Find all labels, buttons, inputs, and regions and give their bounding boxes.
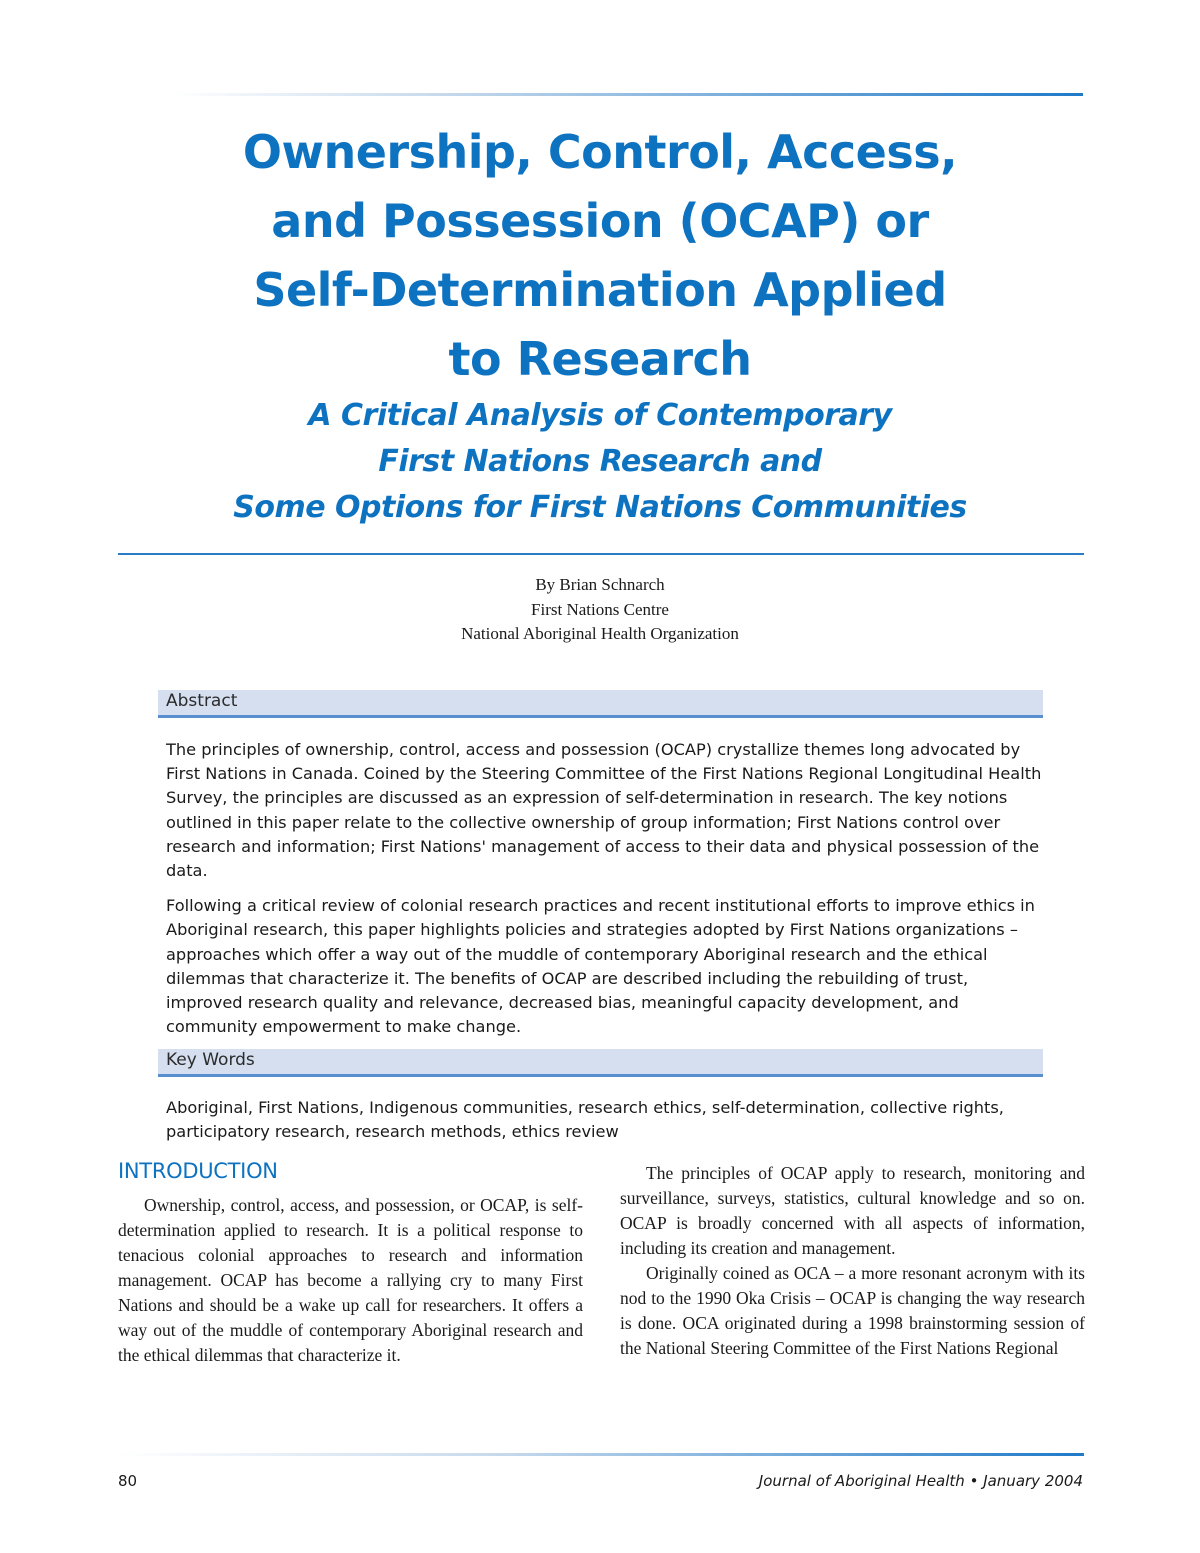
title-line: Self-Determination Applied: [253, 263, 947, 317]
journal-citation: Journal of Aboriginal Health • January 2004: [758, 1472, 1083, 1490]
introduction-heading: INTRODUCTION: [118, 1159, 278, 1183]
author-name: By Brian Schnarch: [535, 575, 665, 594]
author-affiliation: First Nations Centre: [531, 599, 669, 619]
footer-rule: [118, 1453, 1084, 1456]
title-divider: [118, 553, 1084, 555]
title-line: and Possession (OCAP) or: [271, 194, 929, 248]
abstract-paragraph: Following a critical review of colonial research practices and recent institutional efforts to improve ethics in Aboriginal research, this paper highlights policies and strategies adopted by First Nations organizations – approaches which offer a way out of the muddle of contemporary Aboriginal research and the ethical dilemmas that characterize it. The benefits of OCAP are described including the rebuilding of trust, improved research quality and relevance, decreased bias, meaningful capacity development, and community empowerment to make change.: [166, 896, 1035, 1037]
keywords-heading-bar: [158, 1049, 1043, 1077]
article-title: [110, 118, 1090, 394]
keywords-heading: Key Words: [166, 1050, 255, 1070]
page-number: 80: [118, 1472, 138, 1490]
right-column: [620, 1161, 1085, 1361]
body-paragraph: Originally coined as OCA – a more resonant acronym with its nod to the 1990 Oka Crisis – OCAP is changing the way research is done. OCA originated during a 1998 brainstorming session of the National Steering Committee of the First Nations Regional: [620, 1263, 1085, 1358]
body-paragraph: The principles of OCAP apply to research, monitoring and surveillance, surveys, statistics, cultural knowledge and so on. OCAP is broadly concerned with all aspects of information, including its creation and management.: [620, 1163, 1085, 1258]
author-organization: National Aboriginal Health Organization: [461, 624, 739, 643]
title-line: to Research: [448, 332, 752, 386]
abstract-heading-bar: [158, 690, 1043, 718]
article-subtitle: [110, 393, 1090, 531]
subtitle-line: Some Options for First Nations Communities: [233, 490, 967, 525]
left-column: [118, 1193, 583, 1368]
abstract-paragraph: The principles of ownership, control, access and possession (OCAP) crystallize themes long advocated by First Nations in Canada. Coined by the Steering Committee of the First Nations Regional Longitudinal Health Survey, the principles are discussed as an expression of self-determination in research. The key notions outlined in this paper relate to the collective ownership of group information; First Nations control over research and information; First Nations' management of access to their data and physical possession of the data.: [166, 740, 1042, 881]
top-rule: [170, 93, 1083, 96]
abstract-heading: Abstract: [166, 691, 238, 711]
abstract-body: [166, 738, 1046, 1050]
subtitle-line: A Critical Analysis of Contemporary: [308, 398, 892, 433]
subtitle-line: First Nations Research and: [378, 444, 822, 479]
title-line: Ownership, Control, Access,: [242, 125, 958, 179]
byline: [300, 573, 900, 647]
body-paragraph: Ownership, control, access, and possession, or OCAP, is self-determination applied to research. It is a political response to tenacious colonial approaches to research and information management. OCAP has become a rallying cry to many First Nations and should be a wake up call for researchers. It offers a way out of the muddle of contemporary Aboriginal research and the ethical dilemmas that characterize it.: [118, 1195, 583, 1365]
keywords-text: Aboriginal, First Nations, Indigenous communities, research ethics, self-determination, collective rights, participatory research, research methods, ethics review: [166, 1098, 1004, 1142]
